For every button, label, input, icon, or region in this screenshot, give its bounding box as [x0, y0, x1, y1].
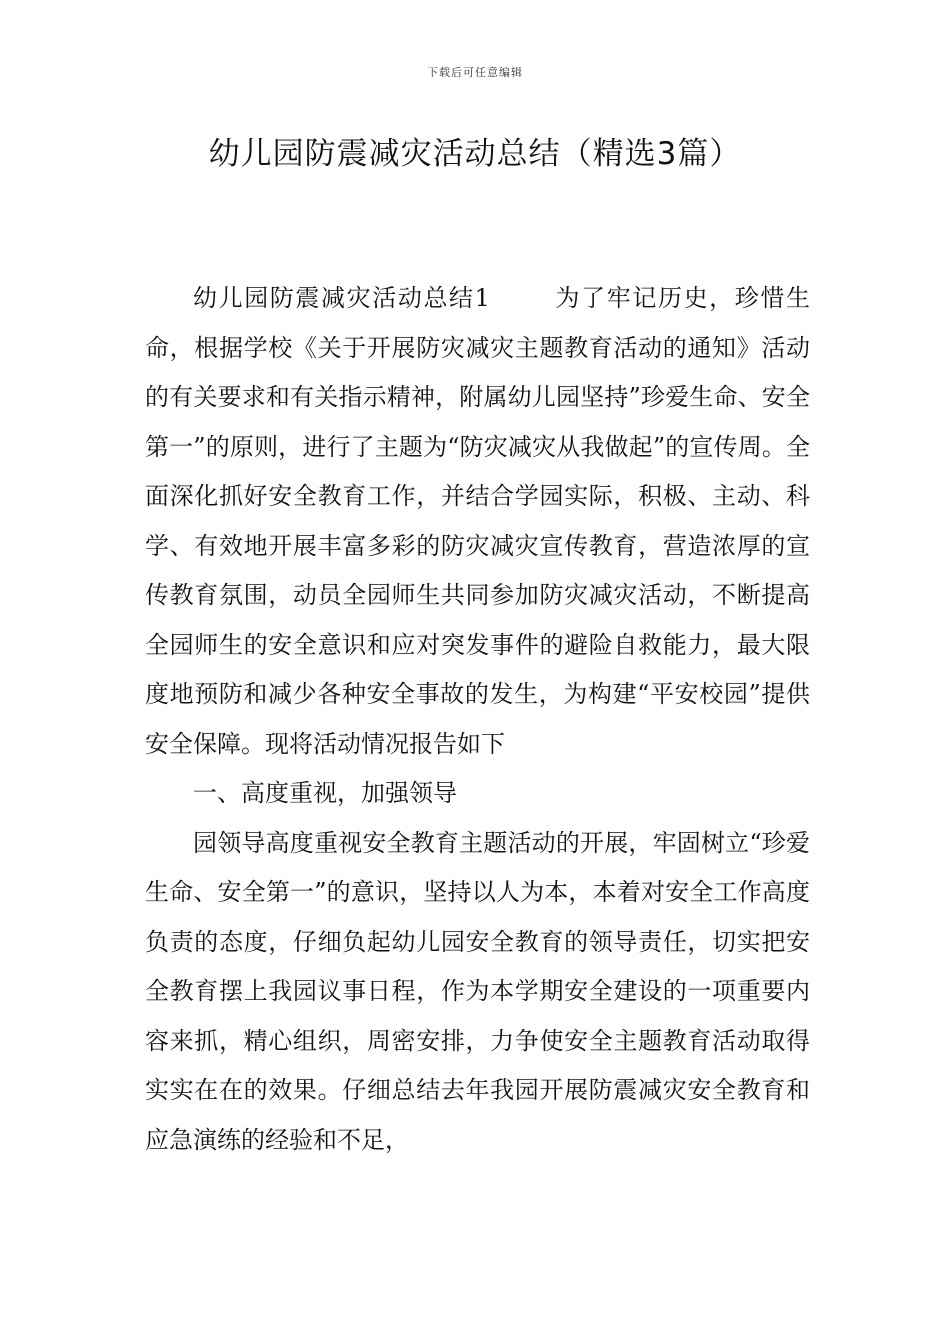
section-heading: 一、高度重视，加强领导 — [193, 779, 457, 807]
document-title: 幼儿园防震减灾活动总结（精选3篇） — [208, 136, 742, 172]
header-note: 下载后可任意编辑 — [427, 66, 523, 79]
body-paragraph: 园领导高度重视安全教育主题活动的开展，牢固树立“珍爱生命、安全第一”的意识，坚持以人为本，本着对安全工作高度负责的态度，仔细负起幼儿园安全教育的领导责任，切实把安全教育摆上我园议事日程，作为本学期安全建设的一项重要内容来抓，精心组织，周密安排，力争使安全主题教育活动取得实实在在的效果。仔细总结去年我园开展防震减灾安全教育和应急演练的经验和不足， — [145, 828, 810, 1154]
section-label: 幼儿园防震减灾活动总结1 — [193, 284, 490, 312]
intro-text: 为了牢记历史，珍惜生命，根据学校《关于开展防灾减灾主题教育活动的通知》活动的有关要求和有关指示精神，附属幼儿园坚持”珍爱生命、安全第一”的原则，进行了主题为“防灾减灾从我做起”的宣传周。全面深化抓好安全教育工作，并结合学园实际，积极、主动、科学、有效地开展丰富多彩的防灾减灾宣传教育，营造浓厚的宣传教育氛围，动员全园师生共同参加防灾减灾活动，不断提高全园师生的安全意识和应对突发事件的避险自救能力，最大限度地预防和减少各种安全事故的发生，为构建“平安校园”提供安全保障。现将活动情况报告如下 — [145, 284, 810, 758]
document-body — [145, 274, 810, 1165]
intro-paragraph — [145, 274, 810, 769]
